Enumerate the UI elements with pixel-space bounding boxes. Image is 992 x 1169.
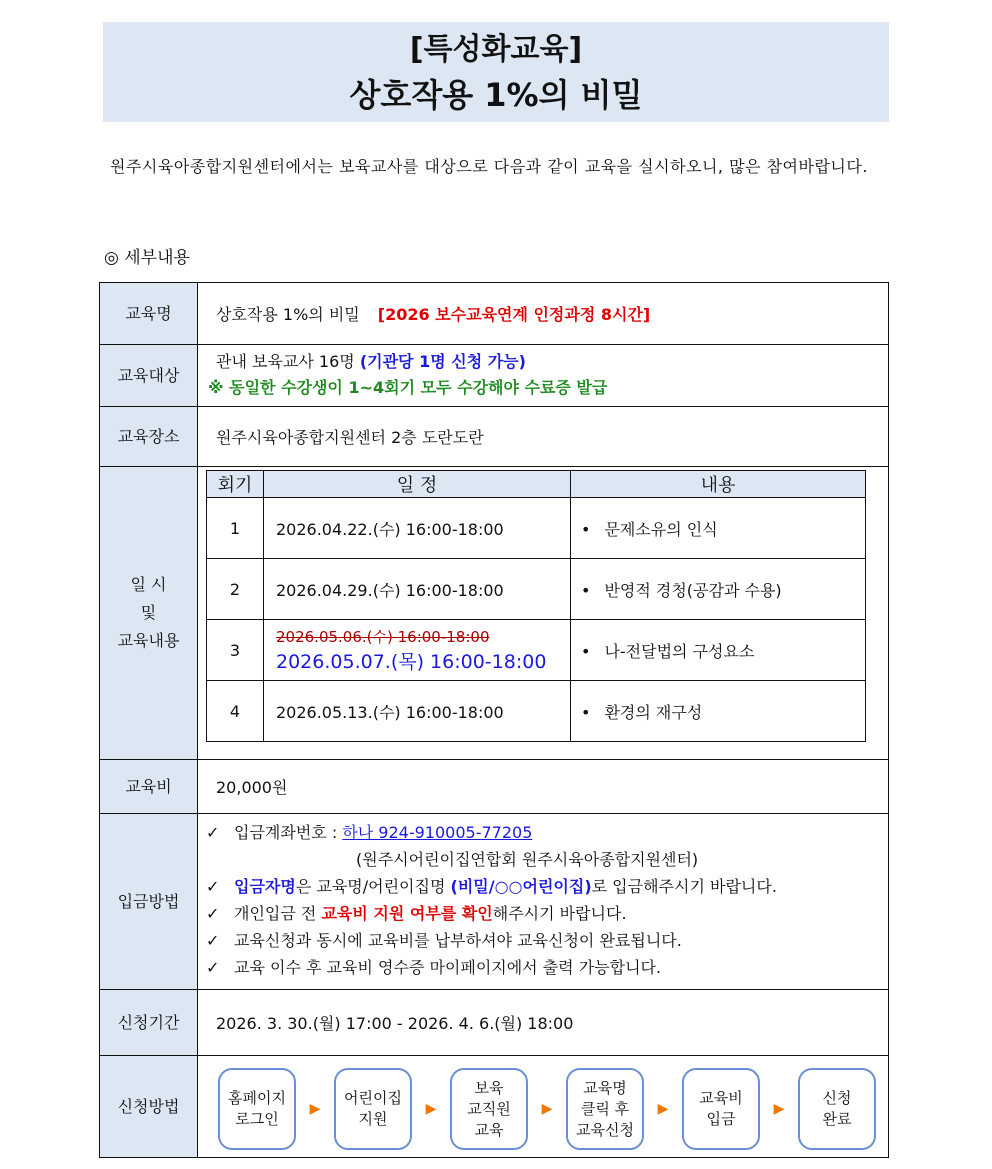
arrow-icon: ▶ [657,1101,669,1117]
title-banner [103,22,889,122]
step-login: 홈페이지 로그인 [218,1068,296,1150]
session-no: 2 [207,559,264,620]
place-value: 원주시육아종합지원센터 2층 도란도란 [216,428,484,447]
list-item: ✓ 교육신청과 동시에 교육비를 납부하셔야 교육신청이 완료됩니다. [206,927,888,954]
old-date: 2026.05.06.(수) 16:00-18:00 [276,628,490,646]
row-payment [100,814,888,990]
label-schedule-2: 및 [140,603,157,622]
label-fee: 교육비 [100,760,198,813]
list-item: ✓ 입금계좌번호 : 하나 924-910005-77205 [206,819,888,846]
label-schedule-3: 교육내용 [117,631,180,650]
account-holder: (원주시어린이집연합회 원주시육아종합지원센터) [356,850,699,869]
course-credit: [2026 보수교육연계 인정과정 8시간] [377,305,651,324]
row-fee [100,760,888,814]
session-no: 4 [207,681,264,742]
table-row [207,559,866,620]
label-schedule-1: 일 시 [130,575,167,594]
label-period: 신청기간 [100,990,198,1055]
arrow-icon: ▶ [773,1101,785,1117]
check-icon: ✓ [206,877,220,896]
target-note: ※ 동일한 수강생이 1~4회기 모두 수강해야 수료증 발급 [208,378,608,397]
check-icon: ✓ [206,958,220,977]
section-title: ◎ 세부내용 [104,248,190,268]
step-apply: 교육명 클릭 후 교육신청 [566,1068,644,1150]
period-value: 2026. 3. 30.(월) 17:00 - 2026. 4. 6.(월) 18:00 [216,1014,574,1033]
arrow-icon: ▶ [541,1101,553,1117]
row-course-name [100,283,888,345]
session-content: • 환경의 재구성 [571,681,866,742]
row-schedule [100,467,888,760]
arrow-icon: ▶ [425,1101,437,1117]
step-complete: 신청 완료 [798,1068,876,1150]
label-course-name: 교육명 [100,283,198,344]
list-item: ✓ 개인입금 전 교육비 지원 여부를 확인해주시기 바랍니다. [206,900,888,927]
label-schedule [100,467,198,759]
row-place [100,407,888,467]
label-method: 신청방법 [100,1056,198,1157]
header-date: 일 정 [264,471,571,498]
target-limit: (기관당 1명 신청 가능) [359,352,526,371]
account-number: 하나 924-910005-77205 [342,823,533,842]
arrow-icon: ▶ [309,1101,321,1117]
header-content: 내용 [571,471,866,498]
session-content: • 나-전달법의 구성요소 [571,620,866,681]
title-line1: [특성화교육] [409,32,583,67]
title-line2: 상호작용 1%의 비밀 [349,76,643,114]
details-table [99,282,889,1158]
application-flow [218,1068,876,1150]
session-no: 1 [207,498,264,559]
intro-text: 원주시육아종합지원센터에서는 보육교사를 대상으로 다음과 같이 교육을 실시하오니, 많은 참여바랍니다. [110,157,868,176]
session-content: • 문제소유의 인식 [571,498,866,559]
table-row [207,681,866,742]
label-target: 교육대상 [100,345,198,406]
header-session: 회기 [207,471,264,498]
table-row [207,620,866,681]
row-period [100,990,888,1056]
check-icon: ✓ [206,904,220,923]
target-value: 관내 보육교사 16명 [216,352,355,371]
new-date: 2026.05.07.(목) 16:00-18:00 [276,651,547,673]
session-content: • 반영적 경청(공감과 수용) [571,559,866,620]
session-date: 2026.05.13.(수) 16:00-18:00 [264,681,571,742]
label-place: 교육장소 [100,407,198,466]
session-date: 2026.04.22.(수) 16:00-18:00 [264,498,571,559]
course-name: 상호작용 1%의 비밀 [216,305,360,324]
step-pay: 교육비 입금 [682,1068,760,1150]
schedule-table [206,470,866,742]
schedule-header [207,471,866,498]
label-payment: 입금방법 [100,814,198,989]
row-method [100,1056,888,1157]
step-staff-education: 보육 교직원 교육 [450,1068,528,1150]
step-daycare-support: 어린이집 지원 [334,1068,412,1150]
check-icon: ✓ [206,823,220,842]
row-target [100,345,888,407]
session-no: 3 [207,620,264,681]
list-item: ✓ 입금자명은 교육명/어린이집명 (비밀/○○어린이집)로 입금해주시기 바랍니다. [206,873,888,900]
fee-value: 20,000원 [216,778,288,797]
table-row [207,498,866,559]
list-item: ✓ 교육 이수 후 교육비 영수증 마이페이지에서 출력 가능합니다. [206,954,888,981]
session-date-changed [264,620,571,681]
session-date: 2026.04.29.(수) 16:00-18:00 [264,559,571,620]
check-icon: ✓ [206,931,220,950]
